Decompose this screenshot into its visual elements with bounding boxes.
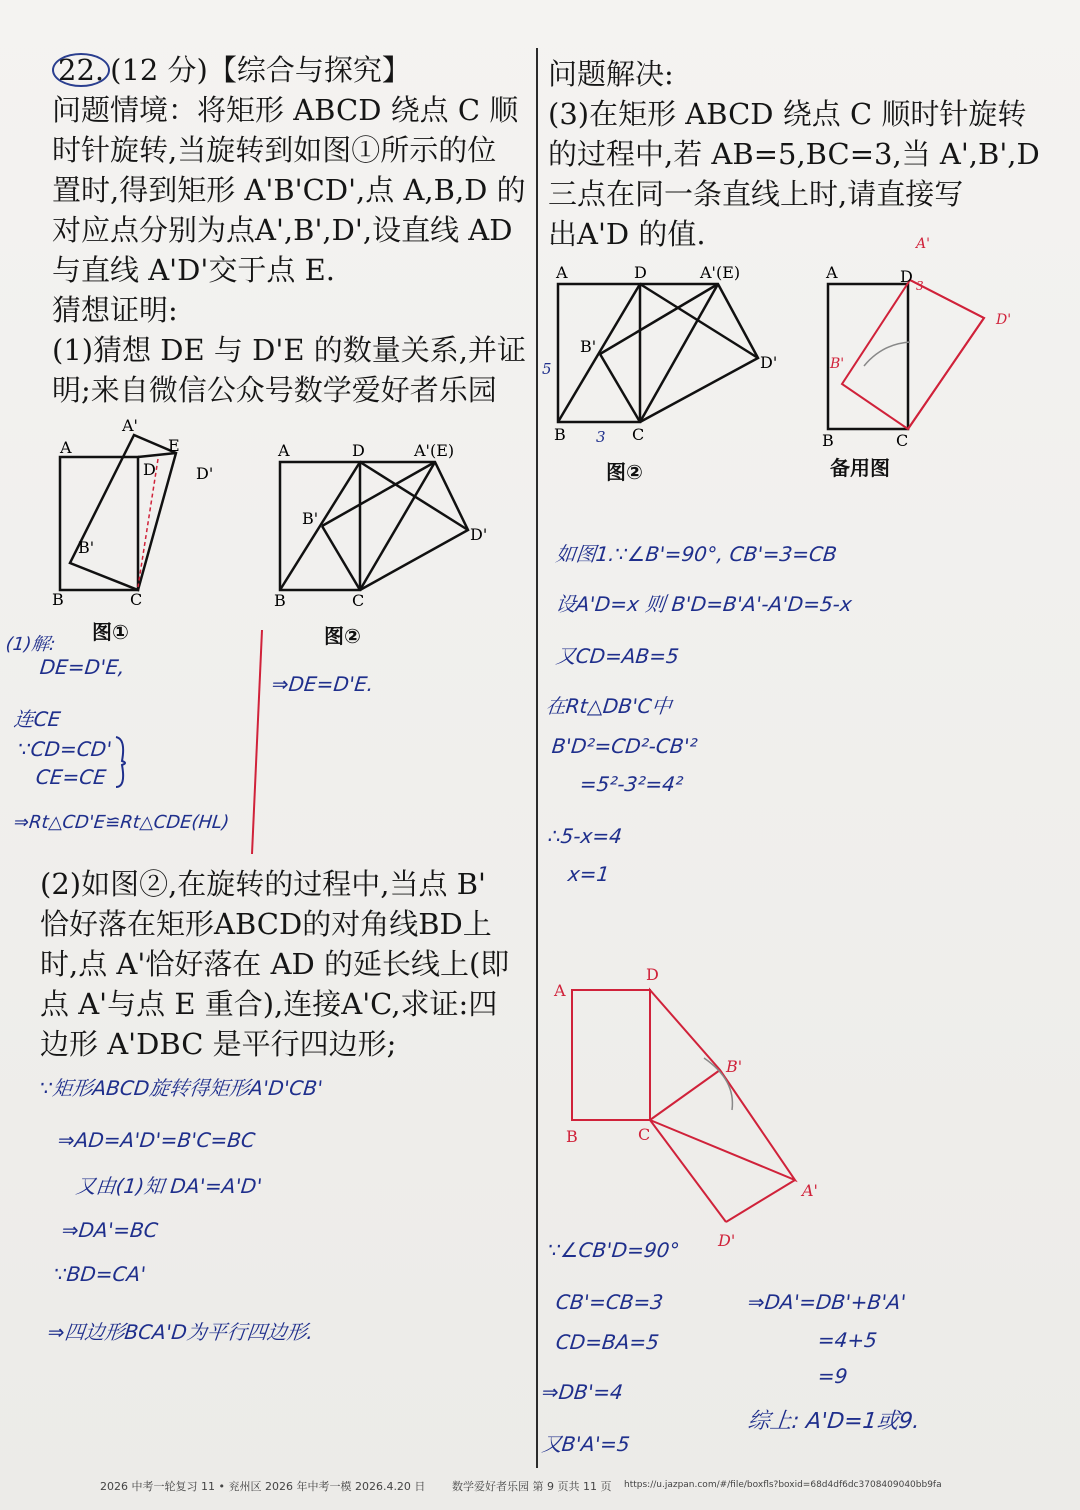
q2-solution-line: ⇒AD=A'D'=B'C=BC xyxy=(56,1128,257,1152)
q1-line: (1)猜想 DE 与 D'E 的数量关系,并证 xyxy=(52,333,526,367)
case2-red-figure xyxy=(550,960,850,1250)
scenario-line: 置时,得到矩形 A'B'CD',点 A,B,D 的 xyxy=(52,173,526,207)
scenario-line: 与直线 A'D'交于点 E. xyxy=(52,253,335,287)
footer-left: 2026 中考一轮复习 11 • 兖州区 2026 年中考一模 2026.4.20 日 xyxy=(100,1480,426,1493)
fig1-label-b-prime: B' xyxy=(78,538,95,557)
fig2r-label-b: B xyxy=(554,425,566,444)
q3-line: 的过程中,若 AB=5,BC=3,当 A',B',D xyxy=(548,137,1040,171)
q1-solution-right: ⇒DE=D'E. xyxy=(270,672,375,696)
q3-case1-line: 又CD=AB=5 xyxy=(554,644,681,668)
question-2-text xyxy=(40,864,509,1064)
fig1-label-b: B xyxy=(52,590,64,609)
q1-solution-line: ∵CD=CD' xyxy=(16,737,113,761)
fig2l-label-b-prime: B' xyxy=(302,509,319,528)
q1-solution-jie: (1)解: xyxy=(4,634,57,655)
q3-line: (3)在矩形 ABCD 绕点 C 顺时针旋转 xyxy=(548,97,1027,131)
q2-solution-line: ⇒DA'=BC xyxy=(60,1218,160,1242)
guess-label: 猜想证明: xyxy=(52,293,178,327)
q3-line: 三点在同一条直线上时,请直接写 xyxy=(548,177,964,211)
case2-label-a: A xyxy=(554,981,566,1000)
fig2r-label-a: A xyxy=(556,263,568,282)
q3-case2-line: ⇒DB'=4 xyxy=(540,1380,625,1404)
fig1-label-d: D xyxy=(143,460,156,479)
q3-case1-line: =5²-3²=4² xyxy=(578,772,685,796)
q3-case2-right-line: =9 xyxy=(816,1364,849,1388)
spare-mark-3: 3 xyxy=(916,279,924,293)
q2-solution-line: ⇒四边形BCA'D为平行四边形. xyxy=(46,1320,315,1344)
red-margin-line xyxy=(248,628,268,858)
q2-line: 时,点 A'恰好落在 AD 的延长线上(即 xyxy=(40,947,510,981)
fig1-label-c: C xyxy=(130,590,143,609)
spare-label-b: B xyxy=(822,431,834,450)
q3-case1-line: ∴5-x=4 xyxy=(546,824,624,848)
scenario-line: 问题情境：将矩形 ABCD 绕点 C 顺 xyxy=(52,93,519,127)
q2-solution-line: 又由(1)知 DA'=A'D' xyxy=(74,1174,264,1198)
right-heading: 问题解决: xyxy=(548,57,674,91)
figure-2-left xyxy=(270,440,510,620)
case2-label-d-prime: D' xyxy=(718,1231,736,1250)
question-header: (12 分)【综合与探究】 xyxy=(110,53,411,87)
q3-case2-line: CD=BA=5 xyxy=(554,1330,661,1354)
fig2r-label-d: D xyxy=(634,263,647,282)
scenario-line: 对应点分别为点A',B',D',设直线 AD xyxy=(52,213,513,247)
spare-label-d: D xyxy=(900,267,913,286)
spare-figure xyxy=(812,232,1032,452)
spare-label-c: C xyxy=(896,431,909,450)
q2-line: 恰好落在矩形ABCD的对角线BD上 xyxy=(40,907,492,941)
fig2l-label-c: C xyxy=(352,591,365,610)
spare-label-b-prime: B' xyxy=(830,356,845,372)
fig2-right-caption: 图② xyxy=(606,460,643,484)
q2-solution-line: ∵BD=CA' xyxy=(52,1262,148,1286)
spare-caption: 备用图 xyxy=(830,456,890,480)
q1-solution-line: ⇒Rt△CD'E≌Rt△CDE(HL) xyxy=(12,812,231,833)
question-22-text xyxy=(52,50,526,410)
q1-solution-line: 连CE xyxy=(12,707,62,731)
q3-case2-line: 又B'A'=5 xyxy=(540,1432,631,1456)
q3-case1-line: B'D²=CD²-CB'² xyxy=(550,734,699,758)
fig2r-side-5: 5 xyxy=(542,360,552,378)
question-number: 22. xyxy=(52,53,110,87)
q3-case1-line: x=1 xyxy=(566,862,611,886)
fig2l-label-d: D xyxy=(352,441,365,460)
q2-solution-line: ∵矩形ABCD旋转得矩形A'D'CB' xyxy=(38,1076,324,1100)
q1-line: 明;来自微信公众号数学爱好者乐园 xyxy=(52,373,497,407)
column-divider xyxy=(536,48,538,1468)
fig1-label-a: A xyxy=(60,438,72,457)
spare-label-a: A xyxy=(826,263,838,282)
fig1-label-e: E xyxy=(168,436,180,455)
fig2r-label-d-prime: D' xyxy=(760,353,778,372)
q1-solution-line: CE=CE xyxy=(34,765,108,789)
q3-case2-right-line: ⇒DA'=DB'+B'A' xyxy=(746,1290,908,1314)
q3-case2-right-line: =4+5 xyxy=(816,1328,879,1352)
case2-label-c: C xyxy=(638,1125,651,1144)
brace-mark xyxy=(112,735,132,790)
q2-line: 点 A'与点 E 重合),连接A'C,求证:四 xyxy=(40,987,498,1021)
q2-line: 边形 A'DBC 是平行四边形; xyxy=(40,1027,397,1061)
fig2r-label-b-prime: B' xyxy=(580,337,597,356)
q3-final-answer: 综上: A'D=1或9. xyxy=(746,1409,921,1434)
q3-case2-line: CB'=CB=3 xyxy=(554,1290,665,1314)
fig2r-label-c: C xyxy=(632,425,645,444)
spare-label-a-prime: A' xyxy=(916,236,930,252)
q3-case1-line: 设A'D=x 则 B'D=B'A'-A'D=5-x xyxy=(554,592,854,616)
fig1-label-d-prime: D' xyxy=(196,464,214,483)
case2-label-b-prime: B' xyxy=(726,1057,743,1076)
figure-1 xyxy=(40,415,240,615)
case2-label-a-prime: A' xyxy=(802,1181,818,1200)
footer-middle: 数学爱好者乐园 第 9 页共 11 页 xyxy=(452,1480,612,1493)
fig2l-label-a-prime-e: A'(E) xyxy=(414,441,455,460)
fig1-label-a-prime: A' xyxy=(122,416,138,435)
fig1-caption: 图① xyxy=(92,620,129,644)
fig2l-label-d-prime: D' xyxy=(470,525,488,544)
problem-solving-text xyxy=(548,54,1040,254)
figure-2-right xyxy=(540,258,800,458)
q1-solution-line: DE=D'E, xyxy=(38,655,126,679)
fig2l-label-b: B xyxy=(274,591,286,610)
q2-line: (2)如图②,在旋转的过程中,当点 B' xyxy=(40,867,487,901)
q3-case2-line: ∵∠CB'D=90° xyxy=(546,1238,681,1262)
spare-label-d-prime: D' xyxy=(996,312,1012,328)
scenario-line: 时针旋转,当旋转到如图①所示的位 xyxy=(52,133,497,167)
case2-label-b: B xyxy=(566,1127,578,1146)
fig2-left-caption: 图② xyxy=(324,624,361,648)
fig2l-label-a: A xyxy=(278,441,290,460)
footer-url: https://u.jazpan.com/#/file/boxfls?boxid=68d4df6dc3708409040bb9fa xyxy=(624,1480,942,1490)
fig2r-label-a-prime-e: A'(E) xyxy=(700,263,741,282)
q3-line: 出A'D 的值. xyxy=(548,217,706,251)
q3-case1-line: 在Rt△DB'C中 xyxy=(544,694,673,718)
q3-case1-line: 如图1.∵∠B'=90°, CB'=3=CB xyxy=(554,542,839,566)
fig2r-side-3: 3 xyxy=(596,428,606,446)
case2-label-d: D xyxy=(646,965,659,984)
